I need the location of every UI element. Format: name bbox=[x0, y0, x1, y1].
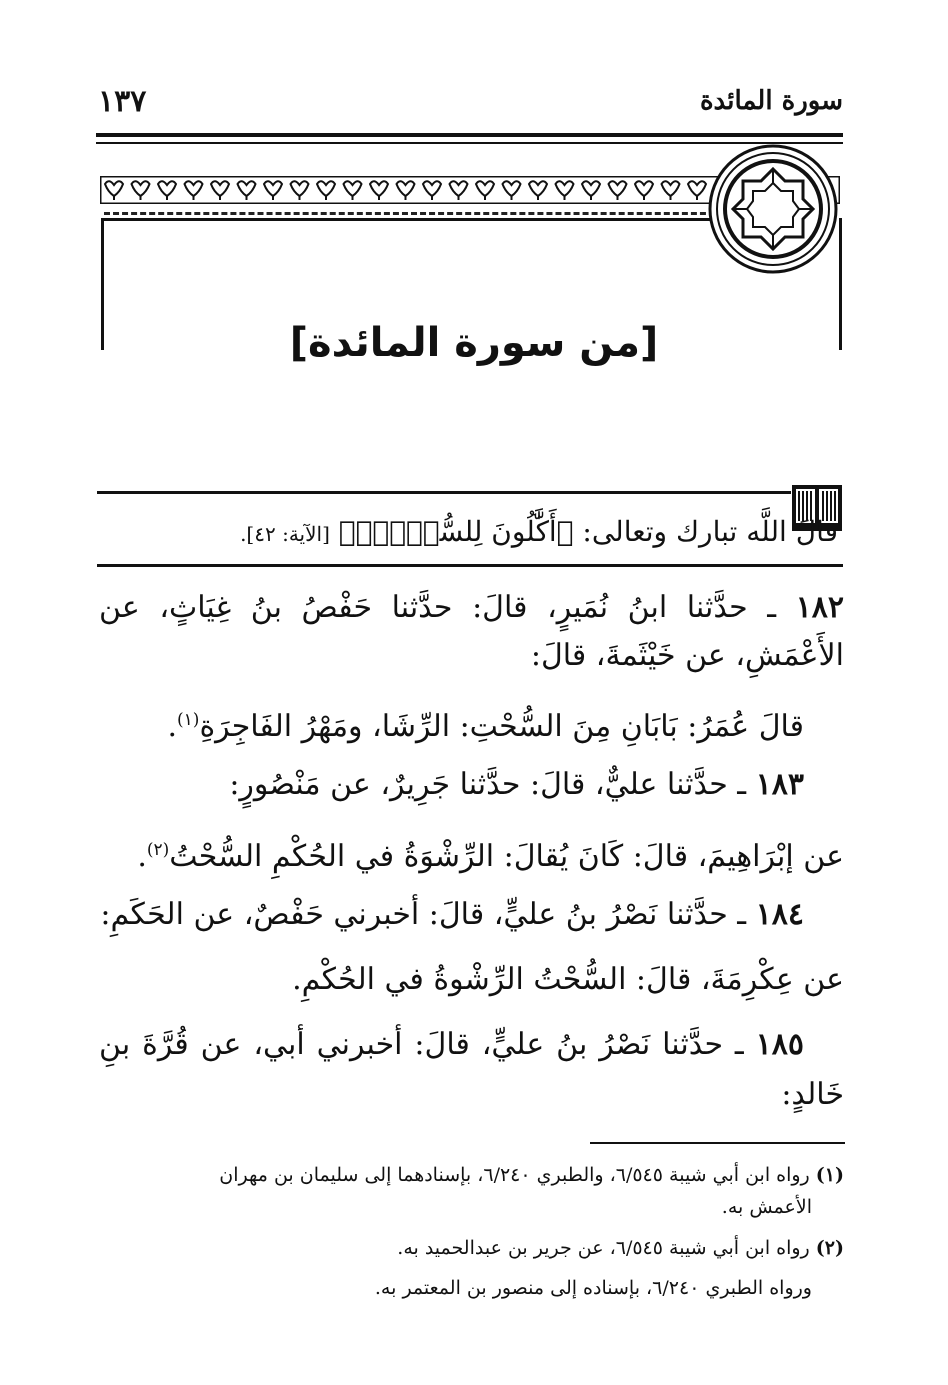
floral-motif-icon bbox=[317, 181, 335, 200]
floral-motif-icon bbox=[688, 181, 706, 200]
footnote-mark: (٢) bbox=[815, 1237, 844, 1259]
footnote-rule bbox=[590, 1142, 845, 1144]
running-title: سورة المائدة bbox=[699, 86, 843, 116]
header-rule-thick bbox=[96, 133, 843, 137]
floral-motif-icon bbox=[105, 181, 123, 200]
footnote-line bbox=[397, 1233, 844, 1263]
text-line bbox=[100, 895, 804, 935]
footnote-line bbox=[219, 1160, 844, 1190]
verse-line bbox=[240, 515, 838, 548]
verse-top-rule bbox=[97, 491, 791, 494]
footnote-line bbox=[375, 1273, 812, 1303]
footnote-text: رواه ابن أبي شيبة ٦/٥٤٥، عن جرير بن عبدالحميد به. bbox=[397, 1237, 810, 1259]
text-line bbox=[531, 636, 844, 676]
text-line bbox=[137, 830, 844, 877]
floral-motif-icon bbox=[529, 181, 547, 200]
floral-motif-icon bbox=[344, 181, 362, 200]
floral-motif-icon bbox=[635, 181, 653, 200]
footnote-text: ورواه الطبري ٦/٢٤٠، بإسناده إلى منصور بن المعتمر به. bbox=[374, 1277, 812, 1299]
footnote-ref: (٢) bbox=[146, 840, 170, 860]
floral-motif-icon bbox=[503, 181, 521, 200]
floral-motif-icon bbox=[291, 181, 309, 200]
running-header bbox=[98, 84, 843, 124]
floral-motif-icon bbox=[609, 181, 627, 200]
floral-motif-icon bbox=[264, 181, 282, 200]
floral-motif-icon bbox=[423, 181, 441, 200]
footnote-ref: (١) bbox=[177, 710, 200, 730]
line-text: ـ حدَّثنا ابنُ نُمَيرٍ، قالَ: حدَّثنا حَفْصُ بنُ غِيَاثٍ، عن bbox=[99, 590, 777, 625]
page-number: ١٣٧ bbox=[98, 84, 147, 119]
footnote-text: رواه ابن أبي شيبة ٦/٥٤٥، والطبري ٦/٢٤٠، بإسنادهما إلى سليمان بن مهران bbox=[219, 1164, 810, 1186]
narration-number: ١٨٤ bbox=[755, 897, 804, 932]
narration-number: ١٨٢ bbox=[795, 590, 844, 625]
floral-motif-icon bbox=[582, 181, 600, 200]
narration-number: ١٨٥ bbox=[755, 1027, 804, 1062]
text-line bbox=[229, 765, 804, 805]
quran-quote: ﴿أَكَّٰلُونَ لِلسُّحۡتِۚ﴾ bbox=[338, 515, 574, 548]
floral-motif-icon bbox=[397, 181, 415, 200]
floral-motif-icon bbox=[556, 181, 574, 200]
text-line bbox=[167, 700, 804, 747]
text-line bbox=[781, 1075, 844, 1115]
floral-motif-icon bbox=[476, 181, 494, 200]
line-tail: . bbox=[167, 709, 178, 744]
line-text: عن عِكْرِمَةَ، قالَ: السُّحْتُ الرِّشْوةُ في الحُكْمِ. bbox=[292, 962, 844, 997]
footnote-mark: (١) bbox=[815, 1164, 844, 1186]
floral-motif-icon bbox=[211, 181, 229, 200]
line-text: خَالدٍ: bbox=[781, 1077, 844, 1112]
medallion-ornament-icon bbox=[707, 143, 839, 275]
floral-motif-icon bbox=[370, 181, 388, 200]
verse-bottom-rule bbox=[97, 564, 843, 567]
text-line bbox=[99, 1025, 804, 1065]
floral-motif-icon bbox=[158, 181, 176, 200]
text-line bbox=[99, 588, 844, 628]
line-text: عن إبْرَاهِيمَ، قالَ: كَانَ يُقالَ: الرِّشْوَةُ في الحُكْمِ السُّحْتُ bbox=[169, 839, 844, 874]
line-text: الأَعْمَشِ، عن خَيْثَمةَ، قالَ: bbox=[530, 638, 844, 673]
floral-motif-icon bbox=[450, 181, 468, 200]
footnote-text: الأعمش به. bbox=[721, 1196, 812, 1218]
line-tail: . bbox=[137, 839, 147, 874]
line-text: ـ حدَّثنا نَصْرُ بنُ عليٍّ، قالَ: أخبرني أبي، عن قُرَّةَ بنِ bbox=[99, 1027, 744, 1062]
text-line bbox=[292, 960, 844, 1000]
frame-top-line bbox=[101, 218, 721, 221]
floral-motif-icon bbox=[238, 181, 256, 200]
chapter-title: [من سورة المائدة] bbox=[289, 320, 659, 366]
narration-number: ١٨٣ bbox=[755, 767, 804, 802]
verse-intro: قالَ اللَّه تبارك وتعالى: bbox=[582, 515, 838, 548]
floral-motif-icon bbox=[662, 181, 680, 200]
line-text: ـ حدَّثنا عليٌّ، قالَ: حدَّثنا جَرِيرٌ، عن مَنْصُورٍ: bbox=[229, 767, 747, 802]
line-text: قالَ عُمَرُ: بَابَانِ مِنَ السُّحْتِ: الرِّشَا، ومَهْرُ الفَاجِرَةِ bbox=[199, 709, 804, 744]
dashed-rule bbox=[104, 212, 724, 215]
verse-reference: [الآية: ٤٢]. bbox=[240, 522, 330, 546]
floral-motif-icon bbox=[185, 181, 203, 200]
floral-motif-icon bbox=[132, 181, 150, 200]
line-text: ـ حدَّثنا نَصْرُ بنُ عليٍّ، قالَ: أخبرني حَفْصٌ، عن الحَكَمِ: bbox=[100, 897, 747, 932]
footnote-line bbox=[722, 1192, 812, 1222]
